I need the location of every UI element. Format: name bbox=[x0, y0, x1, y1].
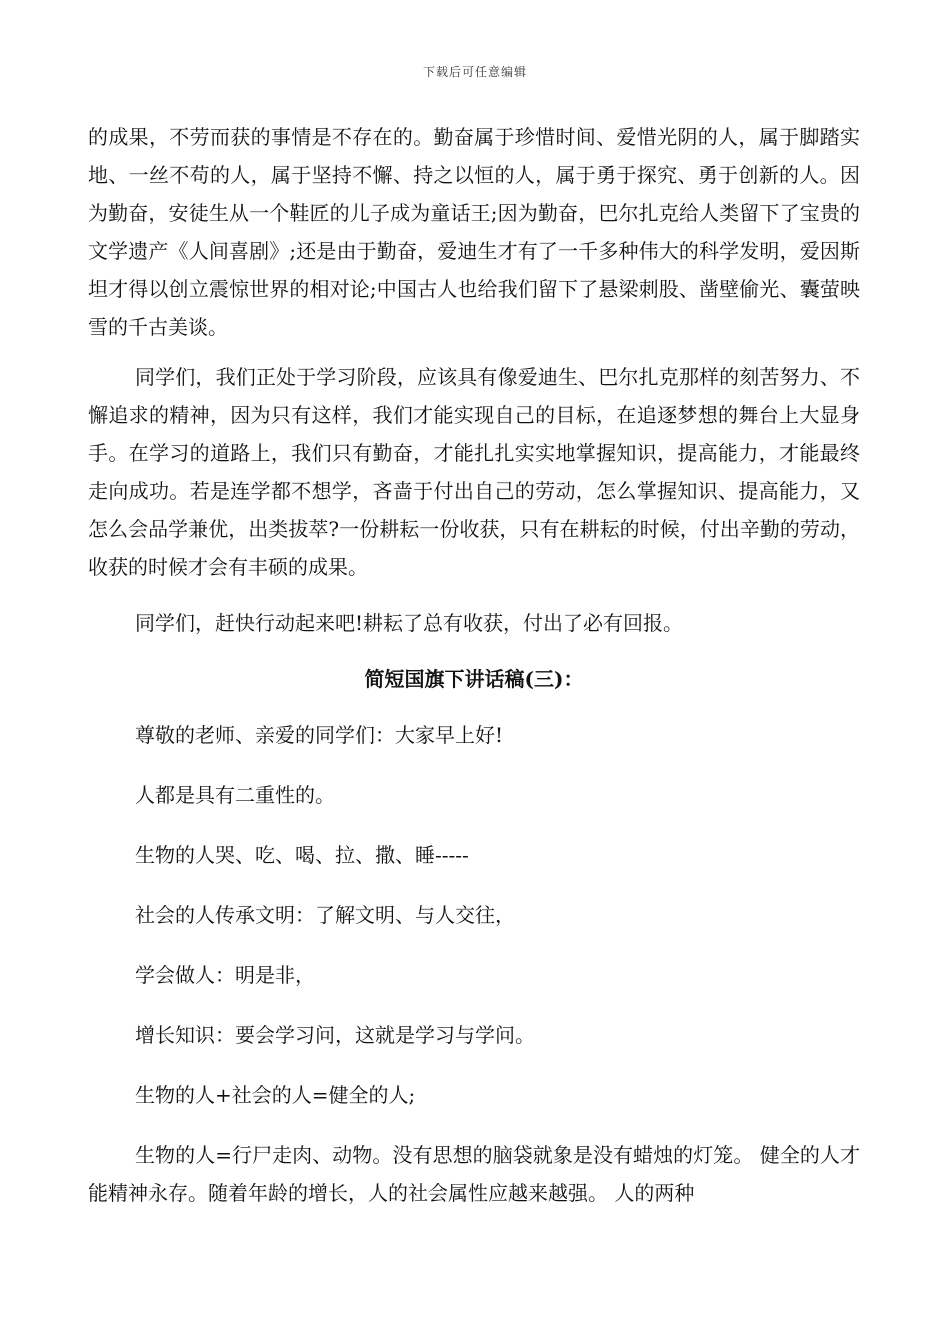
page-header: 下载后可任意编辑 bbox=[422, 65, 527, 79]
paragraph-diligence: 的成果，不劳而获的事情是不存在的。勤奋属于珍惜时间、爱惜光阴的人，属于脚踏实地、一丝不苟的人，属于坚持不懈、持之以恒的人，属于勇于探究、勇于创新的人。因为勤奋，安徒生从一个鞋匠的儿子成为童话王;因为勤奋，巴尔扎克给人类留下了宝贵的文学遗产《人间喜剧》;还是由于勤奋，爱迪生才有了一千多种伟大的科学发明，爱因斯坦才得以创立震惊世界的相对论;中国古人也给我们留下了悬梁刺股、凿壁偷光、囊萤映雪的千古美谈。 bbox=[88, 125, 860, 339]
text-line: 社会的人传承文明：了解文明、与人交往， bbox=[135, 903, 515, 927]
section-title: 简短国旗下讲话稿(三)： bbox=[364, 667, 584, 691]
greeting-line: 尊敬的老师、亲爱的同学们：大家早上好! bbox=[135, 723, 504, 747]
document-body bbox=[88, 118, 860, 1230]
text-line: 人都是具有二重性的。 bbox=[135, 783, 335, 807]
paragraph-call-to-action: 同学们，赶快行动起来吧!耕耘了总有收获，付出了必有回报。 bbox=[135, 611, 684, 635]
text-line: 学会做人：明是非， bbox=[135, 963, 315, 987]
paragraph-students: 同学们，我们正处于学习阶段，应该具有像爱迪生、巴尔扎克那样的刻苦努力、不懈追求的精神，因为只有这样，我们才能实现自己的目标，在追逐梦想的舞台上大显身手。在学习的道路上，我们只有勤奋，才能扎扎实实地掌握知识，提高能力，才能最终走向成功。若是连学都不想学，吝啬于付出自己的劳动，怎么掌握知识、提高能力，又怎么会品学兼优，出类拔萃?一份耕耘一份收获，只有在耕耘的时候，付出辛勤的劳动，收获的时候才会有丰硕的成果。 bbox=[88, 365, 860, 579]
paragraph-final: 生物的人=行尸走肉、动物。没有思想的脑袋就象是没有蜡烛的灯笼。 健全的人才能精神永存。随着年龄的增长，人的社会属性应越来越强。 人的两种 bbox=[88, 1143, 860, 1205]
text-line: 增长知识：要会学习问，这就是学习与学问。 bbox=[135, 1023, 535, 1047]
text-line: 生物的人哭、吃、喝、拉、撒、睡----- bbox=[135, 843, 469, 867]
text-line: 生物的人+社会的人=健全的人; bbox=[135, 1083, 416, 1107]
